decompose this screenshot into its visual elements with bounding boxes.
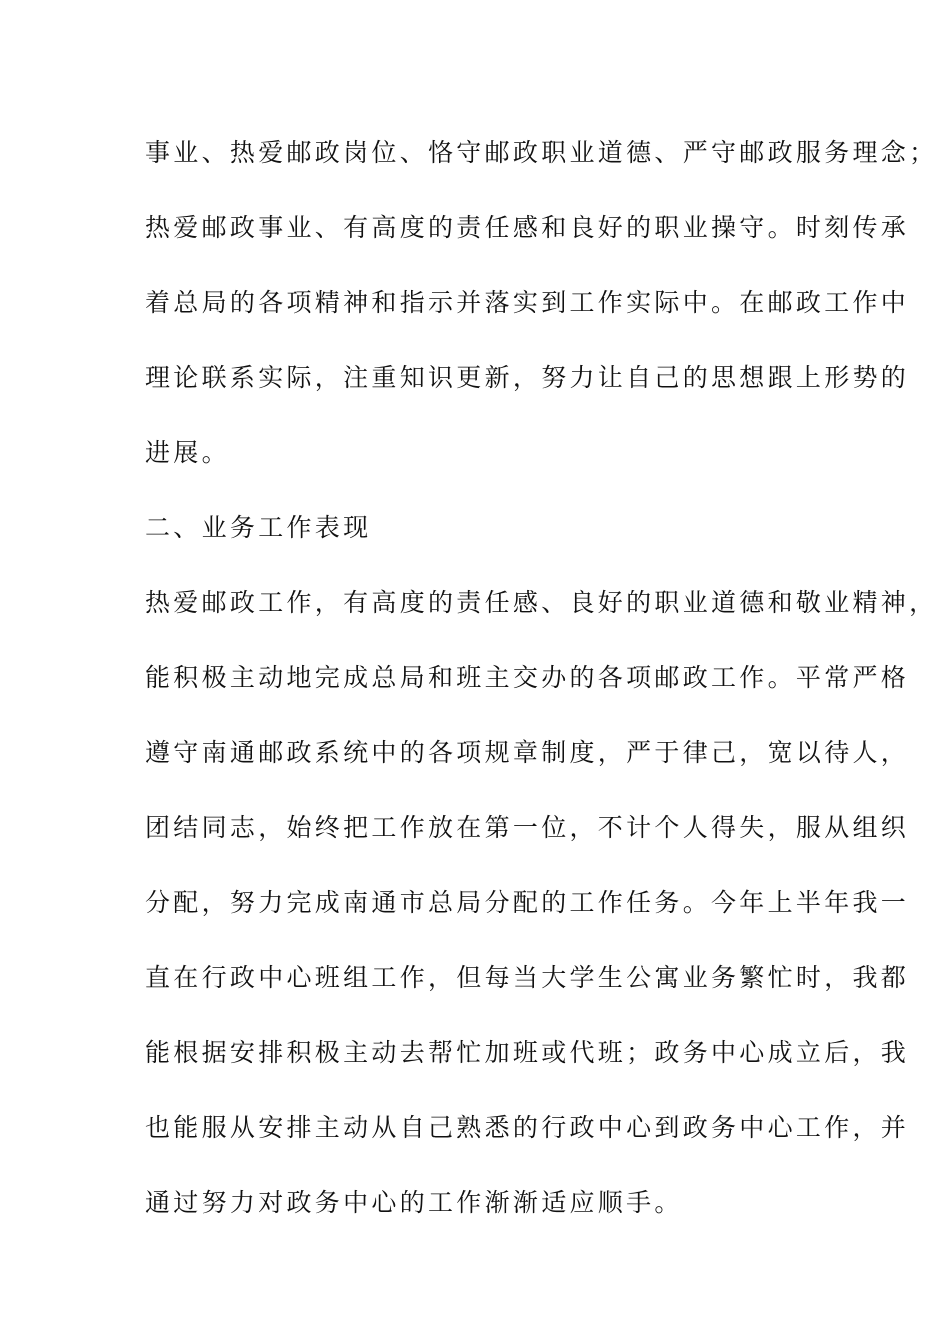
- paragraph-line: 也能服从安排主动从自己熟悉的行政中心到政务中心工作，并: [145, 1113, 910, 1142]
- paragraph-line: 事业、热爱邮政岗位、恪守邮政职业道德、严守邮政服务理念；: [145, 138, 938, 167]
- paragraph-line: 能积极主动地完成总局和班主交办的各项邮政工作。平常严格: [145, 663, 910, 692]
- paragraph-line: 热爱邮政事业、有高度的责任感和良好的职业操守。时刻传承: [145, 213, 910, 242]
- section-heading: 二、业务工作表现: [145, 513, 372, 542]
- paragraph-line: 遵守南通邮政系统中的各项规章制度，严于律己，宽以待人，: [145, 738, 910, 767]
- paragraph-line: 理论联系实际，注重知识更新，努力让自己的思想跟上形势的: [145, 363, 910, 392]
- paragraph-line: 直在行政中心班组工作，但每当大学生公寓业务繁忙时，我都: [145, 963, 910, 992]
- paragraph-line: 分配，努力完成南通市总局分配的工作任务。今年上半年我一: [145, 888, 910, 917]
- paragraph-line: 进展。: [145, 438, 230, 467]
- paragraph-line: 热爱邮政工作，有高度的责任感、良好的职业道德和敬业精神，: [145, 588, 938, 617]
- document-body: [145, 130, 938, 1255]
- paragraph-line: 通过努力对政务中心的工作渐渐适应顺手。: [145, 1188, 683, 1217]
- paragraph-line: 着总局的各项精神和指示并落实到工作实际中。在邮政工作中: [145, 288, 910, 317]
- paragraph-line: 能根据安排积极主动去帮忙加班或代班；政务中心成立后，我: [145, 1038, 910, 1067]
- paragraph-line: 团结同志，始终把工作放在第一位，不计个人得失，服从组织: [145, 813, 910, 842]
